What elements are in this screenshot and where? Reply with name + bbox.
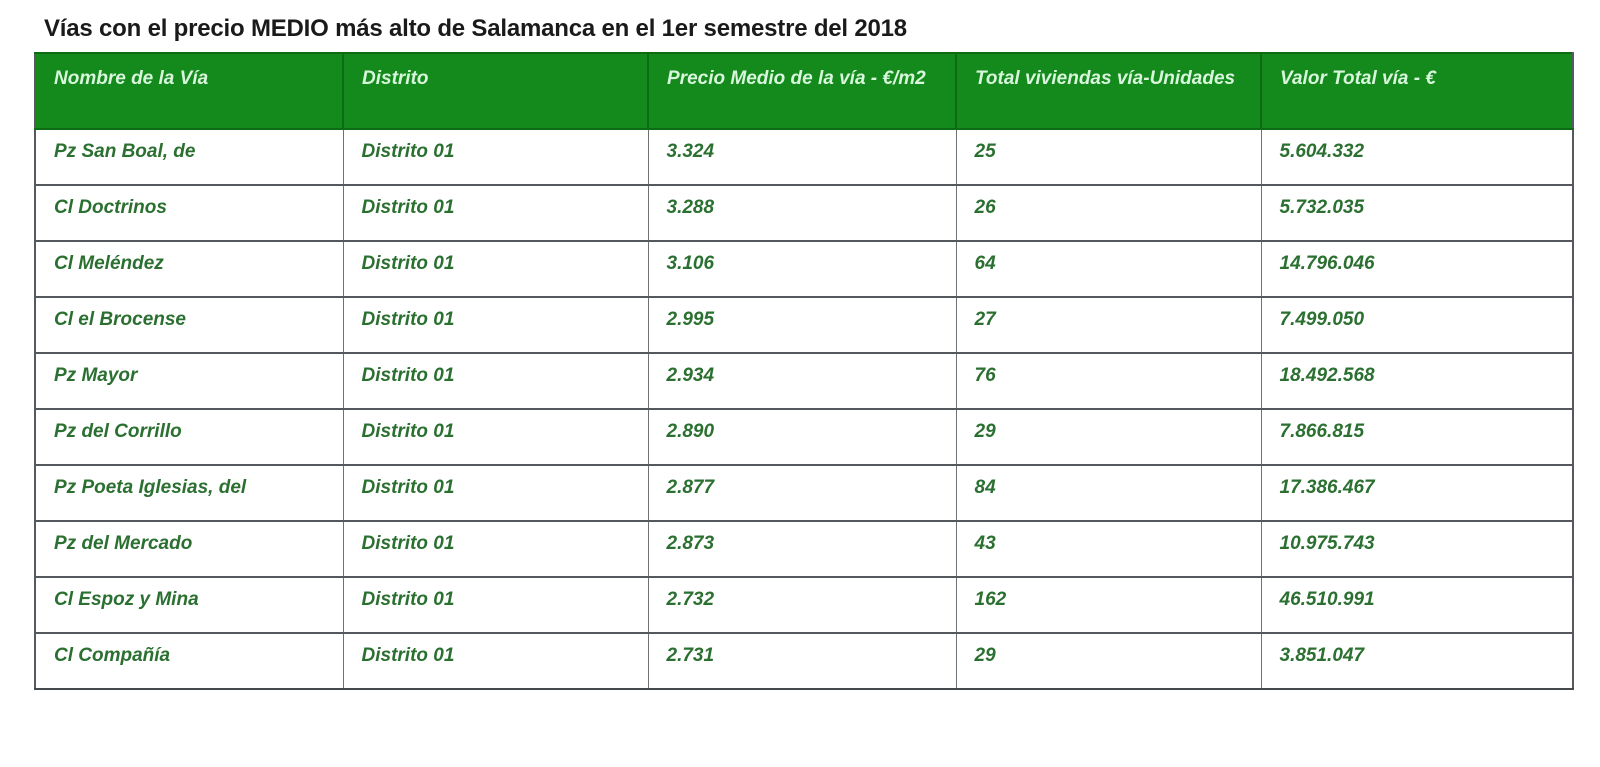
cell-valor: 5.604.332: [1261, 129, 1573, 185]
cell-distrito: Distrito 01: [343, 297, 648, 353]
column-header-valor-total[interactable]: Valor Total vía - €: [1261, 53, 1573, 129]
cell-precio: 2.873: [648, 521, 956, 577]
cell-viviendas: 27: [956, 297, 1261, 353]
cell-nombre: Cl Espoz y Mina: [35, 577, 343, 633]
cell-precio: 3.288: [648, 185, 956, 241]
column-header-distrito[interactable]: Distrito: [343, 53, 648, 129]
cell-distrito: Distrito 01: [343, 129, 648, 185]
table-row: [35, 241, 1573, 297]
cell-distrito: Distrito 01: [343, 633, 648, 689]
table-body: [35, 129, 1573, 689]
cell-precio: 2.934: [648, 353, 956, 409]
cell-viviendas: 162: [956, 577, 1261, 633]
cell-valor: 10.975.743: [1261, 521, 1573, 577]
cell-precio: 2.732: [648, 577, 956, 633]
cell-distrito: Distrito 01: [343, 577, 648, 633]
cell-valor: 18.492.568: [1261, 353, 1573, 409]
cell-nombre: Pz Poeta Iglesias, del: [35, 465, 343, 521]
cell-viviendas: 43: [956, 521, 1261, 577]
cell-nombre: Pz Mayor: [35, 353, 343, 409]
cell-distrito: Distrito 01: [343, 241, 648, 297]
cell-nombre: Cl el Brocense: [35, 297, 343, 353]
table-row: [35, 353, 1573, 409]
table-container: [34, 52, 1572, 690]
table-row: [35, 465, 1573, 521]
cell-viviendas: 29: [956, 409, 1261, 465]
cell-precio: 3.106: [648, 241, 956, 297]
cell-valor: 7.866.815: [1261, 409, 1573, 465]
table-row: [35, 185, 1573, 241]
cell-viviendas: 26: [956, 185, 1261, 241]
cell-valor: 46.510.991: [1261, 577, 1573, 633]
cell-viviendas: 76: [956, 353, 1261, 409]
cell-viviendas: 84: [956, 465, 1261, 521]
column-header-precio-medio[interactable]: Precio Medio de la vía - €/m2: [648, 53, 956, 129]
cell-precio: 2.995: [648, 297, 956, 353]
cell-valor: 5.732.035: [1261, 185, 1573, 241]
column-header-nombre-de-la-via[interactable]: Nombre de la Vía: [35, 53, 343, 129]
cell-precio: 2.877: [648, 465, 956, 521]
cell-valor: 3.851.047: [1261, 633, 1573, 689]
cell-valor: 17.386.467: [1261, 465, 1573, 521]
cell-nombre: Pz del Mercado: [35, 521, 343, 577]
cell-nombre: Cl Doctrinos: [35, 185, 343, 241]
cell-precio: 2.731: [648, 633, 956, 689]
cell-viviendas: 29: [956, 633, 1261, 689]
table-row: [35, 297, 1573, 353]
cell-distrito: Distrito 01: [343, 185, 648, 241]
cell-distrito: Distrito 01: [343, 521, 648, 577]
table-row: [35, 577, 1573, 633]
cell-viviendas: 25: [956, 129, 1261, 185]
page-title: Vías con el precio MEDIO más alto de Salamanca en el 1er semestre del 2018: [44, 15, 907, 42]
cell-precio: 2.890: [648, 409, 956, 465]
cell-nombre: Cl Meléndez: [35, 241, 343, 297]
vias-table: [34, 52, 1574, 690]
cell-viviendas: 64: [956, 241, 1261, 297]
cell-nombre: Pz del Corrillo: [35, 409, 343, 465]
table-row: [35, 409, 1573, 465]
cell-valor: 7.499.050: [1261, 297, 1573, 353]
table-row: [35, 633, 1573, 689]
table-row: [35, 521, 1573, 577]
cell-distrito: Distrito 01: [343, 409, 648, 465]
cell-distrito: Distrito 01: [343, 465, 648, 521]
table-row: [35, 129, 1573, 185]
table-header: [35, 53, 1573, 129]
cell-nombre: Pz San Boal, de: [35, 129, 343, 185]
cell-precio: 3.324: [648, 129, 956, 185]
column-header-total-viviendas[interactable]: Total viviendas vía-Unidades: [956, 53, 1261, 129]
cell-distrito: Distrito 01: [343, 353, 648, 409]
cell-nombre: Cl Compañía: [35, 633, 343, 689]
cell-valor: 14.796.046: [1261, 241, 1573, 297]
table-header-row: [35, 53, 1573, 129]
